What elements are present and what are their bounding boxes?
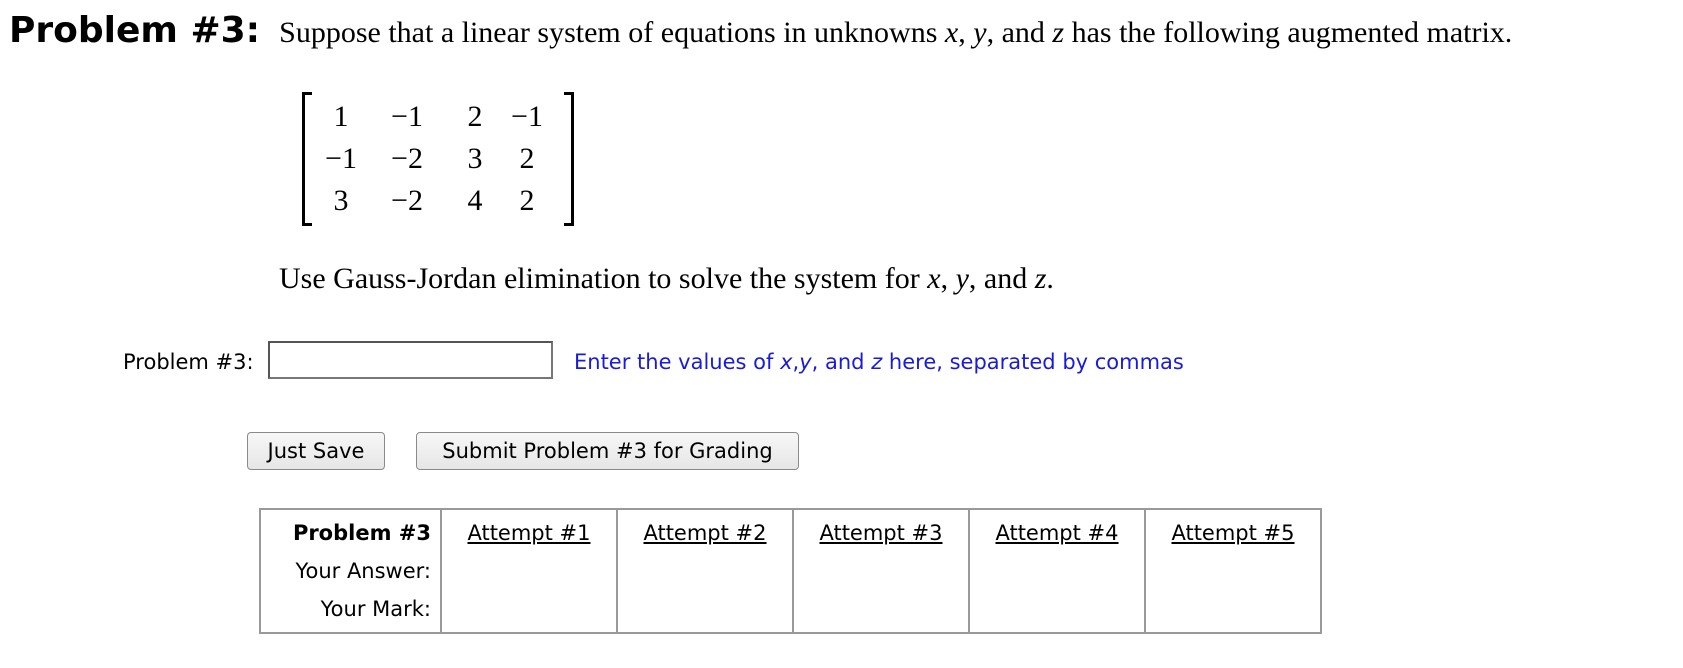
attempt-column (793, 509, 969, 633)
matrix-cell: −1 (391, 100, 423, 133)
attempt-column (1145, 509, 1321, 633)
matrix-grid (320, 96, 556, 222)
answer-input[interactable] (268, 341, 553, 379)
matrix-right-bracket (564, 92, 574, 226)
matrix-row (320, 96, 556, 138)
attempt-column (969, 509, 1145, 633)
matrix-row (320, 138, 556, 180)
answer-label: Problem #3: (123, 350, 254, 374)
attempt-column (617, 509, 793, 633)
matrix-cell: −1 (511, 100, 543, 133)
matrix-cell: 2 (519, 142, 535, 175)
attempt-2-link[interactable]: Attempt #2 (643, 521, 767, 545)
augmented-matrix (302, 92, 574, 226)
attempt-column (441, 509, 617, 633)
attempt-4-link[interactable]: Attempt #4 (995, 521, 1119, 545)
instruction-text: Use Gauss-Jordan elimination to solve the system for x, y, and z. (279, 262, 1054, 295)
matrix-cell: 3 (467, 142, 483, 175)
attempt-5-link[interactable]: Attempt #5 (1171, 521, 1295, 545)
matrix-cell: 1 (333, 100, 349, 133)
problem-title: Problem #3: (9, 10, 261, 51)
attempts-table-header: Problem #3 (292, 521, 431, 545)
matrix-cell: −1 (325, 142, 357, 175)
attempts-table (259, 508, 1322, 634)
attempt-3-link[interactable]: Attempt #3 (819, 521, 943, 545)
matrix-cell: 2 (467, 100, 483, 133)
matrix-cell: 4 (467, 184, 483, 217)
problem-header (9, 10, 1512, 51)
matrix-cell: 3 (333, 184, 349, 217)
submit-button[interactable]: Submit Problem #3 for Grading (416, 432, 799, 470)
problem-statement: Suppose that a linear system of equations in unknowns x, y, and z has the following augmented matrix. (279, 16, 1513, 49)
your-mark-label: Your Mark: (320, 597, 431, 621)
matrix-cell: 2 (519, 184, 535, 217)
matrix-left-bracket (302, 92, 312, 226)
attempts-row-labels (260, 509, 441, 633)
your-answer-label: Your Answer: (295, 559, 431, 583)
just-save-button[interactable]: Just Save (247, 432, 385, 470)
answer-hint: Enter the values of x,y, and z here, separated by commas (574, 350, 1184, 374)
matrix-cell: −2 (391, 142, 423, 175)
matrix-row (320, 180, 556, 222)
attempt-1-link[interactable]: Attempt #1 (467, 521, 591, 545)
matrix-cell: −2 (391, 184, 423, 217)
